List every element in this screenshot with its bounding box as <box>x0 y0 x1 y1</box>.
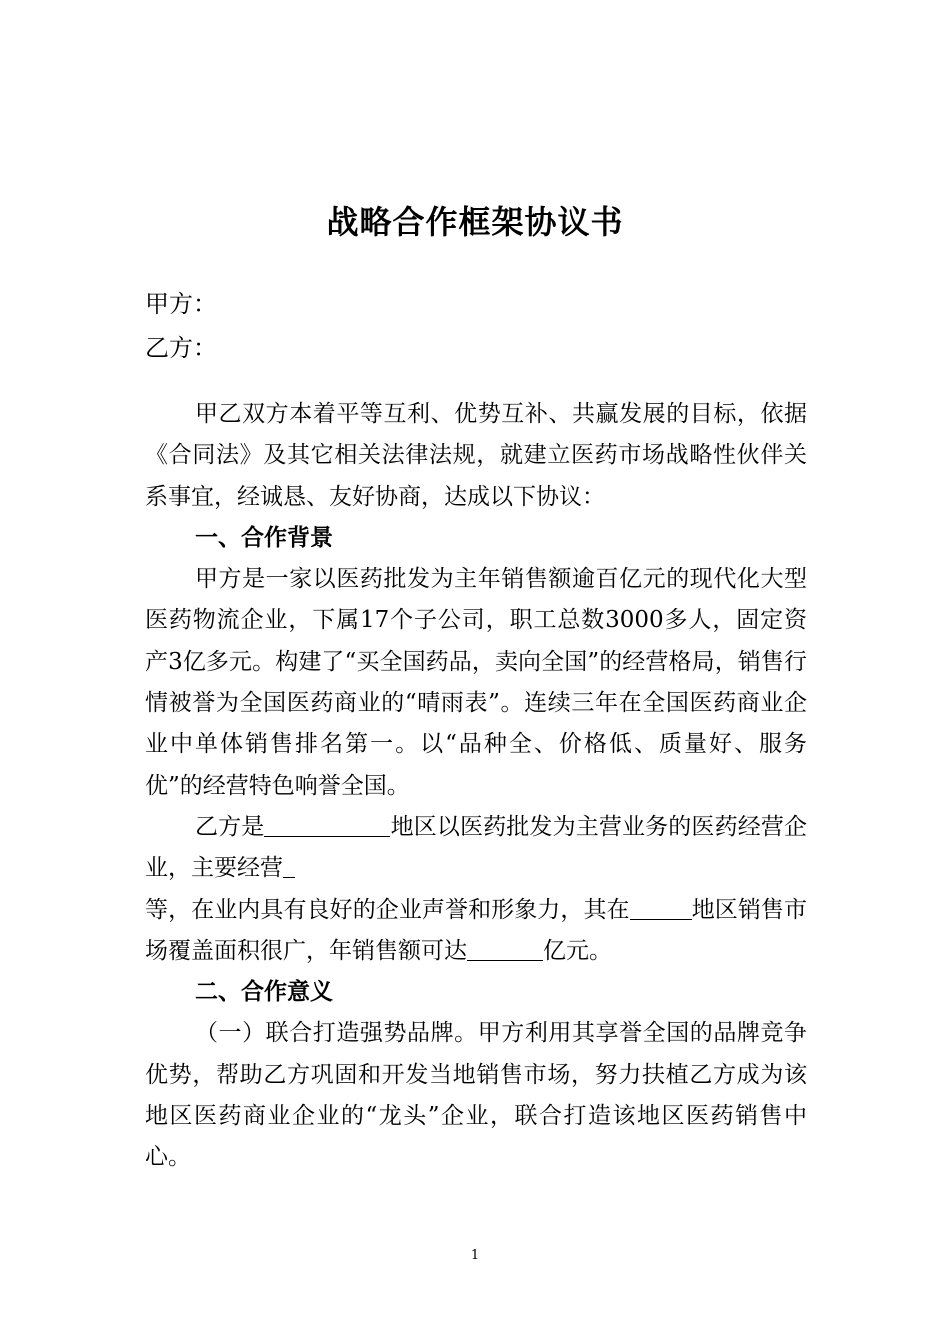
section-1-paragraph-2 <box>145 807 807 972</box>
document-title: 战略合作框架协议书 <box>326 203 624 241</box>
document-body <box>145 394 807 1179</box>
annual-sales-blank-field <box>467 938 543 961</box>
para2-text-1: 乙方是 <box>195 813 265 840</box>
para2-text-3: 等，在业内具有良好的企业声誉和形象力，其在 <box>145 896 630 923</box>
para2-text-2: 地区以医药批发为主营业务的医药经营企业，主要经营 <box>145 813 808 882</box>
para2-text-4: 地区销售市场覆盖面积很广，年销售额可达 <box>145 896 808 964</box>
sales-region-blank-field <box>630 897 692 920</box>
business-blank-field <box>283 855 295 878</box>
region-blank-field <box>264 814 390 837</box>
party-b-label: 乙方： <box>145 334 217 362</box>
party-a-label: 甲方： <box>145 290 217 318</box>
intro-paragraph: 甲乙双方本着平等互利、优势互补、共赢发展的目标，依据《合同法》及其它相关法律法规，就建立医药市场战略性伙伴关系事宜，经诚恳、友好协商，达成以下协议： <box>145 401 807 510</box>
para2-text-5: 亿元。 <box>543 937 612 964</box>
section-2-heading: 二、合作意义 <box>195 979 333 1006</box>
section-1-heading: 一、合作背景 <box>195 524 333 551</box>
section-1-paragraph-1: 甲方是一家以医药批发为主年销售额逾百亿元的现代化大型医药物流企业，下属17个子公司，职工总数3000多人，固定资产3亿多元。构建了“买全国药品，卖向全国”的经营格局，销售行情被誉为全国医药商业的“晴雨表”。连续三年在全国医药商业企业中单体销售排名第一。以“品种全、价格低、质量好、服务优”的经营特色响誉全国。 <box>145 566 807 799</box>
section-2-paragraph-1: （一）联合打造强势品牌。甲方利用其享誉全国的品牌竞争优势，帮助乙方巩固和开发当地销售市场，努力扶植乙方成为该地区医药商业企业的“龙头”企业，联合打造该地区医药销售中心。 <box>145 1020 807 1171</box>
page-number: 1 <box>470 1248 480 1263</box>
